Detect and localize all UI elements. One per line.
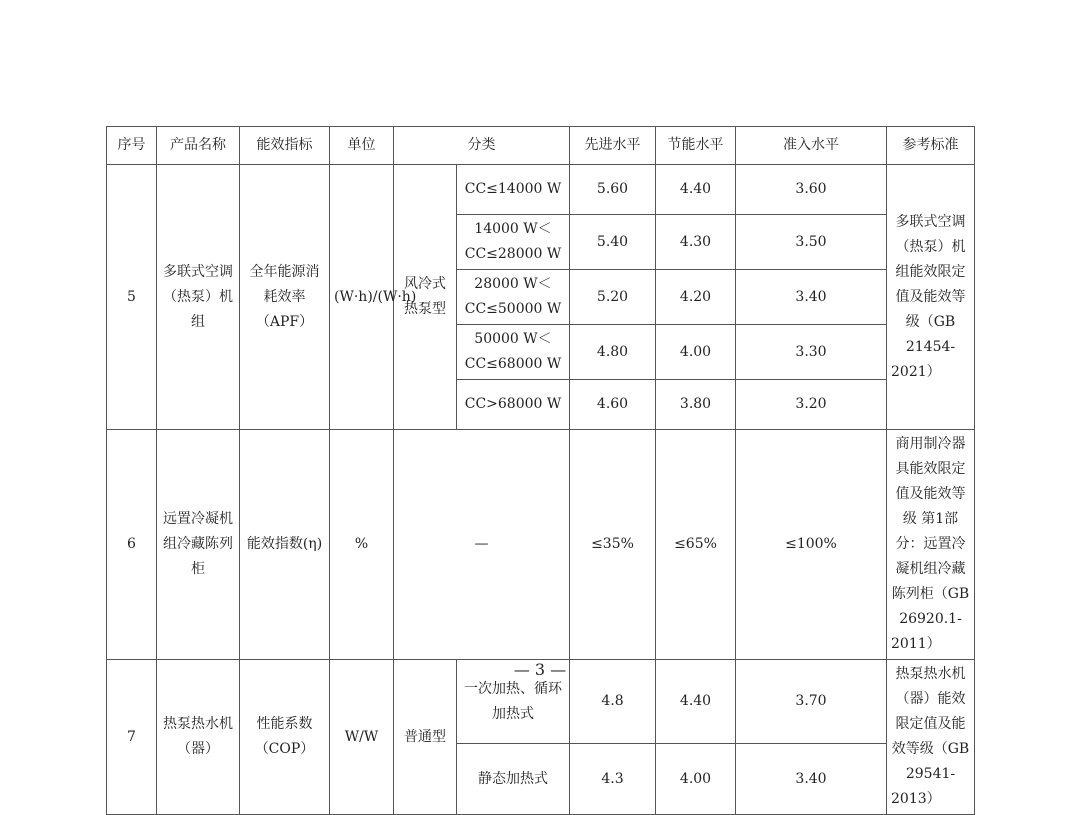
cell-unit: (W·h)/(W·h)	[330, 165, 394, 430]
cell-product: 远置冷凝机组冷藏陈列柜	[157, 430, 240, 660]
cell-entry: 3.30	[736, 325, 887, 380]
cell-category: 风冷式热泵型	[394, 165, 457, 430]
cell-sub: 50000 W＜CC≤68000 W	[457, 325, 570, 380]
header-advanced: 先进水平	[570, 127, 656, 165]
header-saving: 节能水平	[656, 127, 736, 165]
cell-advanced: 5.60	[570, 165, 656, 215]
page-number: — 3 —	[513, 660, 567, 679]
cell-no: 7	[107, 660, 157, 815]
cell-category: 普通型	[394, 660, 457, 815]
cell-indicator: 性能系数（COP）	[240, 660, 330, 815]
cell-unit: %	[330, 430, 394, 660]
cell-advanced: 4.80	[570, 325, 656, 380]
cell-advanced: 4.8	[570, 660, 656, 744]
cell-no: 6	[107, 430, 157, 660]
cell-advanced: 4.60	[570, 380, 656, 430]
header-indicator: 能效指标	[240, 127, 330, 165]
cell-reference: 商用制冷器具能效限定值及能效等级 第1部分：远置冷凝机组冷藏陈列柜（GB 26920.1-2011）	[887, 430, 975, 660]
table-row	[107, 430, 975, 660]
cell-indicator: 能效指数(η)	[240, 430, 330, 660]
cell-advanced: 5.40	[570, 215, 656, 270]
cell-advanced: 5.20	[570, 270, 656, 325]
cell-product: 多联式空调（热泵）机组	[157, 165, 240, 430]
cell-reference: 多联式空调（热泵）机组能效限定值及能效等级（GB 21454-2021）	[887, 165, 975, 430]
header-category: 分类	[394, 127, 570, 165]
cell-product: 热泵热水机（器）	[157, 660, 240, 815]
cell-saving: ≤65%	[656, 430, 736, 660]
cell-entry: ≤100%	[736, 430, 887, 660]
header-no: 序号	[107, 127, 157, 165]
cell-saving: 4.30	[656, 215, 736, 270]
header-product: 产品名称	[157, 127, 240, 165]
header-row	[107, 127, 975, 165]
cell-saving: 4.00	[656, 744, 736, 815]
cell-sub: 28000 W＜CC≤50000 W	[457, 270, 570, 325]
cell-sub: 一次加热、循环加热式	[457, 660, 570, 744]
cell-saving: 3.80	[656, 380, 736, 430]
cell-saving: 4.20	[656, 270, 736, 325]
cell-no: 5	[107, 165, 157, 430]
cell-entry: 3.60	[736, 165, 887, 215]
cell-category: —	[394, 430, 570, 660]
cell-sub: CC≤14000 W	[457, 165, 570, 215]
cell-entry: 3.40	[736, 270, 887, 325]
header-entry: 准入水平	[736, 127, 887, 165]
cell-sub: CC>68000 W	[457, 380, 570, 430]
cell-saving: 4.00	[656, 325, 736, 380]
header-reference: 参考标准	[887, 127, 975, 165]
cell-sub: 14000 W＜CC≤28000 W	[457, 215, 570, 270]
cell-saving: 4.40	[656, 165, 736, 215]
cell-unit: W/W	[330, 660, 394, 815]
energy-efficiency-table	[106, 126, 975, 815]
header-unit: 单位	[330, 127, 394, 165]
cell-saving: 4.40	[656, 660, 736, 744]
cell-entry: 3.50	[736, 215, 887, 270]
cell-indicator: 全年能源消耗效率（APF）	[240, 165, 330, 430]
cell-sub: 静态加热式	[457, 744, 570, 815]
cell-entry: 3.20	[736, 380, 887, 430]
cell-advanced: 4.3	[570, 744, 656, 815]
cell-entry: 3.70	[736, 660, 887, 744]
cell-reference: 热泵热水机（器）能效限定值及能效等级（GB 29541-2013）	[887, 660, 975, 815]
table-row	[107, 165, 975, 215]
cell-entry: 3.40	[736, 744, 887, 815]
cell-advanced: ≤35%	[570, 430, 656, 660]
